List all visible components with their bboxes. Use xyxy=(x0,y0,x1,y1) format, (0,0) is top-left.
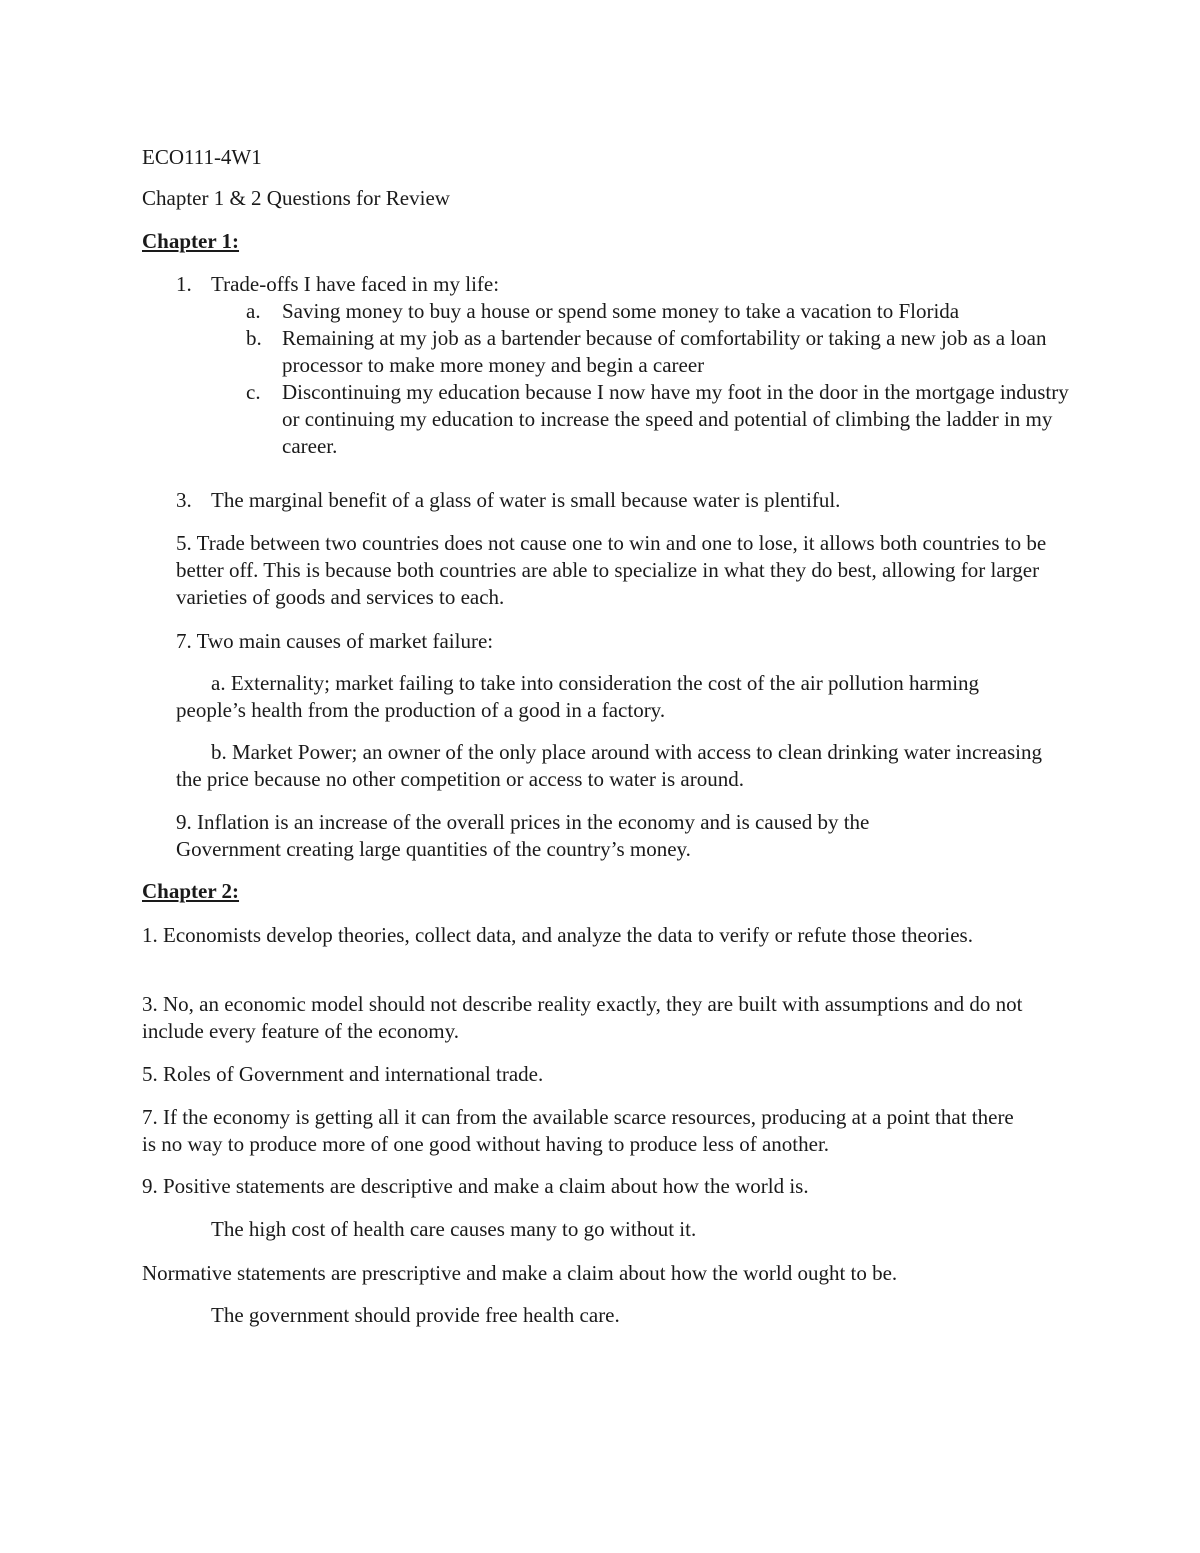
normative-statement: Normative statements are prescriptive and make a claim about how the world ought to be. xyxy=(142,1261,898,1285)
sub-list-text: Saving money to buy a house or spend some money to take a vacation to Florida xyxy=(282,299,960,323)
sub-list-text: Remaining at my job as a bartender because of comfortability or taking a new job as a loan processor to make more money and begin a career xyxy=(282,326,1047,377)
chapter2-q9: 9. Positive statements are descriptive and make a claim about how the world is. xyxy=(142,1174,809,1198)
chapter1-q7a: a. Externality; market failing to take into consideration the cost of the air pollution harming people’s health from the production of a good in a factory. xyxy=(176,671,980,722)
list-item-text: Trade-offs I have faced in my life: xyxy=(211,272,500,296)
sub-list-letter: a. xyxy=(246,299,261,323)
normative-example: The government should provide free health care. xyxy=(211,1303,620,1327)
chapter2-q1: 1. Economists develop theories, collect data, and analyze the data to verify or refute those theories. xyxy=(142,923,973,947)
course-code: ECO111-4W1 xyxy=(142,145,262,169)
chapter1-q7: 7. Two main causes of market failure: xyxy=(176,629,494,653)
chapter1-q5: 5. Trade between two countries does not cause one to win and one to lose, it allows both countries to be better off. This is because both countries are able to specialize in what they do best, allowing for larger varieties of goods and services to each. xyxy=(176,531,1047,609)
list-number: 3. xyxy=(176,488,192,512)
sub-list-text: Discontinuing my education because I now have my foot in the door in the mortgage industry or continuing my education to increase the speed and potential of climbing the ladder in my career. xyxy=(282,380,1069,458)
sub-list-letter: c. xyxy=(246,380,261,404)
chapter1-q9: 9. Inflation is an increase of the overall prices in the economy and is caused by the Government creating large quantities of the country’s money. xyxy=(176,810,870,861)
chapter1-q7b: b. Market Power; an owner of the only place around with access to clean drinking water increasing the price because no other competition or access to water is around. xyxy=(176,740,1042,791)
positive-example: The high cost of health care causes many to go without it. xyxy=(211,1217,697,1241)
chapter2-heading: Chapter 2: xyxy=(142,879,240,903)
chapter2-q5: 5. Roles of Government and international trade. xyxy=(142,1062,544,1086)
chapter2-q7: 7. If the economy is getting all it can from the available scarce resources, producing at a point that there is no way to produce more of one good without having to produce less of another. xyxy=(142,1105,1014,1156)
chapter2-q3: 3. No, an economic model should not describe reality exactly, they are built with assumptions and do not include every feature of the economy. xyxy=(142,992,1023,1043)
list-number: 1. xyxy=(176,272,192,296)
list-item-text: The marginal benefit of a glass of water is small because water is plentiful. xyxy=(211,488,841,512)
sub-list-letter: b. xyxy=(246,326,262,350)
chapter1-heading: Chapter 1: xyxy=(142,229,240,253)
document-subtitle: Chapter 1 & 2 Questions for Review xyxy=(142,186,450,210)
